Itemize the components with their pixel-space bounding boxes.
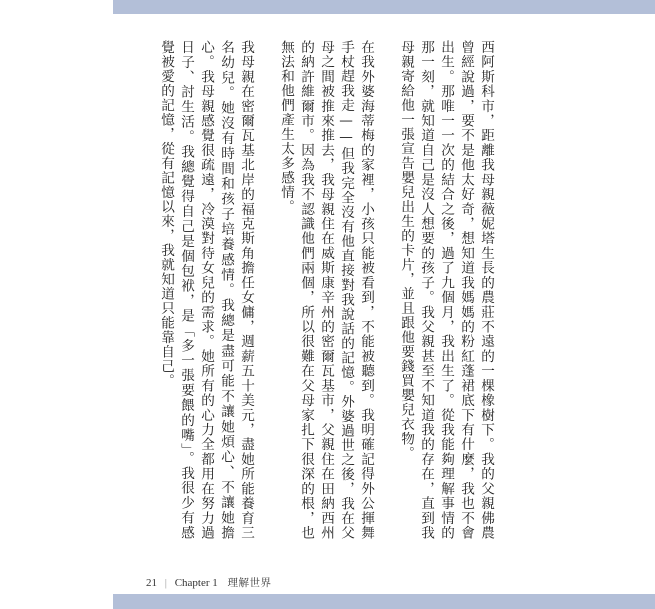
page-footer — [146, 575, 272, 590]
chapter-label: Chapter 1 — [174, 576, 218, 589]
page-number: 21 — [146, 576, 157, 589]
chapter-title: 理解世界 — [227, 577, 272, 589]
paragraph-2: 在我外婆海蒂梅的家裡，小孩只能被看到，不能被聽到。我明確記得外公揮舞手杖趕我走——但我完全沒有他直接對我說話的記憶。外婆過世之後，我在父母之間被推來推去，我母親住在威斯康辛州的密爾瓦基市，父親住在田納西州的納許維爾市。因為我不認識他們兩個，所以很難在父母家扎下很深的根，也無法和他們產生太多感情。 — [278, 40, 374, 540]
footer-separator: | — [164, 576, 167, 589]
vertical-text-body — [158, 40, 496, 540]
bottom-decorative-band — [113, 594, 655, 609]
paragraph-3: 我母親在密爾瓦基北岸的福克斯角擔任女傭，週薪五十美元，盡她所能養育三名幼兒。她沒有時間和孩子培養感情。我總是盡可能不讓她煩心、不讓她擔心。我母親感覺很疏遠，冷漠對待女兒的需求。她所有的心力全都用在努力過日子、討生活。我總覺得自己是個包袱，是「多一張要餵的嘴」。我很少有感覺被愛的記憶，從有記憶以來，我就知道只能靠自己。 — [158, 40, 254, 540]
paragraph-1: 西阿斯科市，距離我母親薇妮塔生長的農莊不遠的一棵橡樹下。我的父親佛農曾經說過，要不是他太好奇，想知道我媽媽的粉紅蓬裙底下有什麼，我也不會出生。那唯一一次的結合之後，過了九個月，我出生了。從我能夠理解事情的那一刻，就知道自己是沒人想要的孩子。我父親甚至不知道我的存在，直到我母親寄給他一張宣告嬰兒出生的卡片，並且跟他要錢買嬰兒衣物。 — [398, 40, 494, 540]
top-decorative-band — [113, 0, 655, 14]
